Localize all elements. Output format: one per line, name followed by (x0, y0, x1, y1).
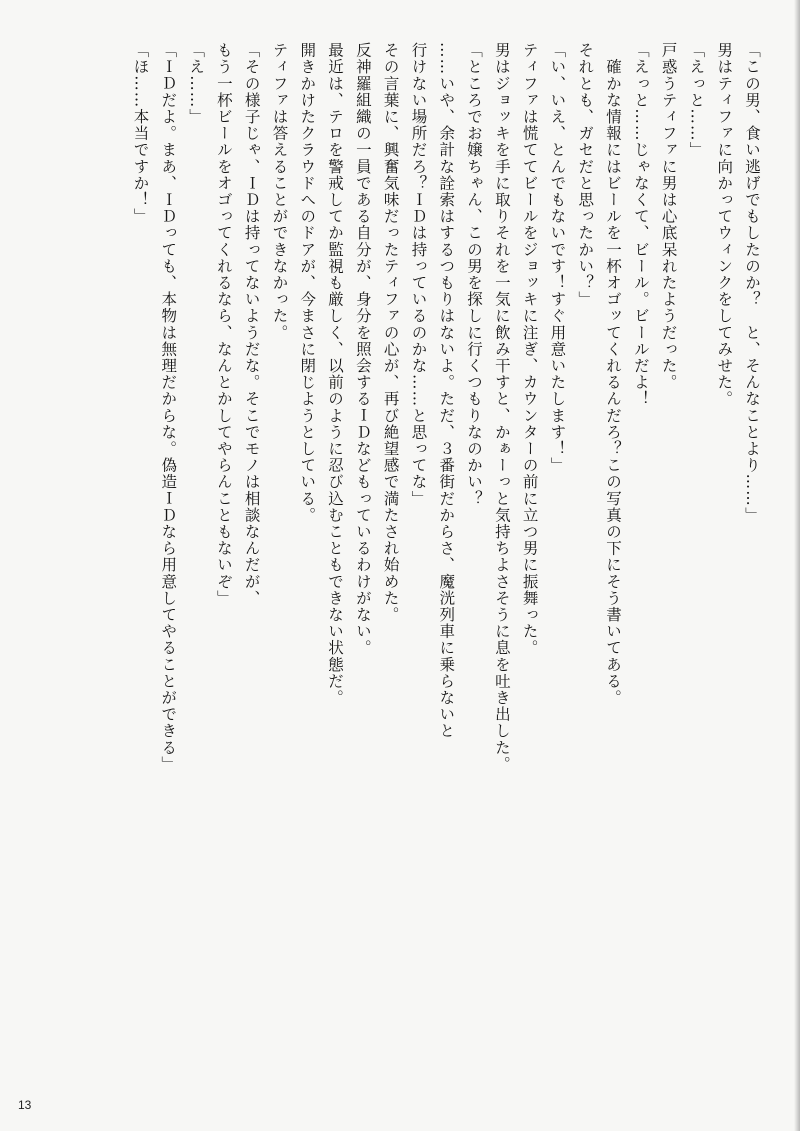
text-line: 反神羅組織の一員である自分が、身分を照会するＩＤなどもっているわけがない。 (353, 42, 372, 657)
vertical-text-block (105, 42, 765, 802)
page-number: 13 (18, 1098, 32, 1112)
text-line: 「えっと……」 (687, 42, 706, 159)
page-edge-shadow (794, 0, 800, 1131)
text-line: 「ＩＤだよ。まあ、ＩＤっても、本物は無理だからな。偽造ＩＤなら用意してやることができる」 (159, 42, 178, 773)
text-line: 最近は、テロを警戒してか監視も厳しく、以前のように忍び込むこともできない状態だ。 (326, 42, 345, 706)
text-line: 確かな情報にはビールを一杯オゴッてくれるんだろ？この写真の下にそう書いてある。 (604, 42, 623, 706)
text-line: 「ほ……本当ですか！」 (131, 42, 150, 225)
text-line: ティファは慌ててビールをジョッキに注ぎ、カウンターの前に立つ男に振舞った。 (520, 42, 539, 657)
text-line: それとも、ガセだと思ったかい？」 (576, 42, 595, 308)
text-line: 「その様子じゃ、ＩＤは持ってないようだな。そこでモノは相談なんだが、 (242, 42, 261, 607)
text-line: 男はティファに向かってウィンクをしてみせた。 (715, 42, 734, 408)
text-line: 「ところでお嬢ちゃん、この男を探しに行くつもりなのかい？ (465, 42, 484, 507)
text-line: 「い、いえ、とんでもないです！すぐ用意いたします！」 (548, 42, 567, 474)
text-line: 戸惑うティファに男は心底呆れたようだった。 (659, 42, 678, 391)
text-line: 「えっと……じゃなくて、ビール。ビールだよ！ (631, 42, 650, 408)
text-line: もう一杯ビールをオゴってくれるなら、なんとかしてやらんこともないぞ」 (214, 42, 233, 607)
text-line: その言葉に、興奮気味だったティファの心が、再び絶望感で満たされ始めた。 (381, 42, 400, 623)
text-line: ティファは答えることができなかった。 (270, 42, 289, 341)
text-line: 開きかけたクラウドへのドアが、今まさに閉じようとしている。 (298, 42, 317, 524)
text-line: 「え……」 (187, 42, 206, 125)
text-line: 「この男、食い逃げでもしたのか？ と、そんなことより……」 (743, 42, 761, 524)
text-line: 行けない場所だろ？ＩＤは持っているのかな……と思ってな」 (409, 42, 428, 507)
text-line: 男はジョッキを手に取りそれを一気に飲み干すと、かぁーっと気持ちよさそうに息を吐き出した。 (492, 42, 511, 773)
text-line: ……いや、余計な詮索はするつもりはないよ。ただ、３番街だからさ、魔洸列車に乗らないと (437, 42, 456, 740)
